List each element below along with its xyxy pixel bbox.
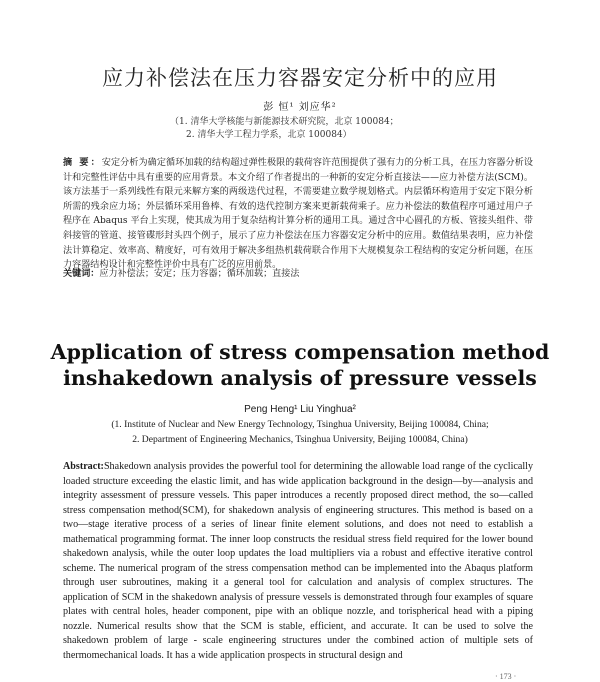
chinese-abstract-text: 安定分析为确定循环加载的结构超过弹性极限的载荷容许范围提供了强有力的分析工具，在压力容器分析设计和完整性评估中具有重要的应用背景。本文介绍了作者提出的一种新的安定分析直接法——应力补偿方法(SCM)。该方法基于一系列线性有限元来解方案的两级迭代过程，不需要建立数学规划格式。内层循环构造用于安定下限分析所需的残余应力场；外层循环采用鲁棒、有效的迭代控制方案来更新载荷乘子。应力补偿法的数值程序可通过用户子程序在 Abaqus 平台上实现，使其成为用于复杂结构计算分析的通用工具。通过含中心圆孔的方板、管接头组件、带斜接管的管道、接管碟形封头四个例子，展示了应力补偿法在压力容器安定分析中的应用。数值结果表明，应力补偿法计算稳定、效率高、精度好，可有效用于解决多组热机载荷联合作用下大规模复杂工程结构的安定分析问题，在压力容器结构设计和完整性评价中具有广泛的应用前景。 (63, 158, 533, 271)
chinese-title: 应力补偿法在压力容器安定分析中的应用 (102, 66, 498, 90)
chinese-keywords (63, 266, 533, 279)
english-title-line-1: Application of stress compensation method (50, 340, 550, 364)
english-abstract-label: Abstract: (63, 461, 104, 472)
english-abstract-text: Shakedown analysis provides the powerful tool for determining the allowable load range of the cyclically loaded structure exceeding the elastic limit, and has wide application background in the design—by—analysis and integrity assessment of pressure vessels. This paper introduces a recently proposed direct method, the so—called stress compensation method(SCM), for shakedown analysis of engineering structures. This method is based on a two—stage iterative process of a series of linear finite element solutions, and does not need to establish a mathematical programming format. The inner loop constructs the residual stress field required for the lower bound shakedown analysis, while the outer loop updates the load multipliers via a robust and effective iterative control scheme. The numerical program of the stress compensation method can be implemented into the Abaqus platform through user subroutines, making it a general tool for calculation and analysis of complex structures. The application of SCM in the shakedown analysis of pressure vessels is demonstrated through four examples of square plates with central holes, header component, pipe with an oblique nozzle, and torispherical head with a piping nozzle. Numerical results show that the SCM is stable, efficient, and accurate. It can be used to solve the shakedown problem of large - scale engineering structures under the combined action of multiple sets of thermomechanical loads. It has a wide application prospects in structural design and (63, 461, 533, 661)
page-number: · 173 · (495, 672, 517, 681)
chinese-affiliation-1: （1. 清华大学核能与新能源技术研究院，北京 100084； (170, 117, 399, 127)
english-affiliation-2: 2. Department of Engineering Mechanics, Tsinghua University, Beijing 100084, China) (132, 434, 468, 445)
chinese-authors: 彭 恒¹ 刘应华² (263, 102, 337, 113)
chinese-affiliation-2: 2. 清华大学工程力学系，北京 100084） (186, 130, 352, 140)
chinese-keywords-label: 关键词： (63, 268, 100, 279)
chinese-abstract (63, 156, 533, 273)
chinese-abstract-label: 摘 要： (63, 157, 102, 168)
english-title (0, 339, 600, 391)
english-title-line-2: inshakedown analysis of pressure vessels (63, 366, 537, 390)
english-abstract (63, 460, 533, 663)
english-authors: Peng Heng¹ Liu Yinghua² (244, 404, 356, 415)
english-affiliation-1: (1. Institute of Nuclear and New Energy Technology, Tsinghua University, Beijing 100084, China; (111, 419, 489, 430)
chinese-keywords-text: 应力补偿法；安定；压力容器；循环加载；直接法 (99, 269, 300, 279)
